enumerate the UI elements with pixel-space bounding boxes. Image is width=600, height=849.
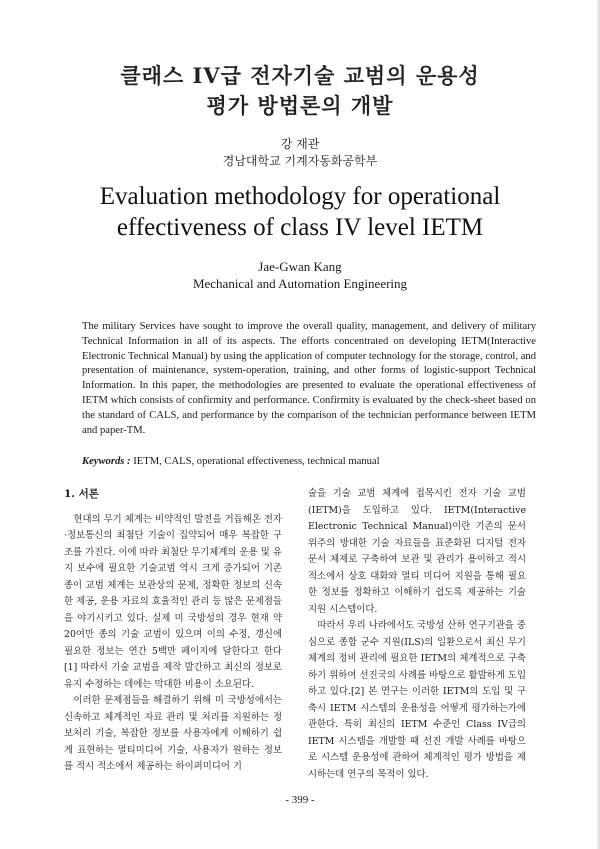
left-paragraph-1: 현대의 무기 체계는 비약적인 발전을 거듭해온 전자·정보통신의 최첨단 기술이 집약되어 매우 복잡한 구조를 가진다. 이에 따라 최첨단 무기체계의 운용 및 유지 보수에 필요한 기술교범 역시 크게 증가되어 기존 종이 교범 체계는 보관상의 문제, 정확한 정보의 신속한 제공, 운용 자료의 효율적인 관리 등 많은 문제점들을 야기시키고 있다. 실제 미 국방성의 경우 현재 약 20여만 종의 기술 교범이 있으며 이의 수정, 갱신에 필요한 정보는 연간 5백만 페이지에 달한다고 한다[1] 따라서 기술 교범을 제작 발간하고 최신의 정보로 유지 수정하는 데에는 막대한 비용이 소요된다. — [64, 513, 282, 690]
left-paragraph-2: 이러한 문제점들을 해결하기 위해 미 국방성에서는 신속하고 체계적인 자료 관리 및 처리를 지원하는 정보처리 기술, 복잡한 정보를 사용자에게 이해하기 쉽게 표현하는 멀티미디어 기술, 사용자가 원하는 정보를 적시 적소에서 제공하는 하이퍼미디어 기 — [64, 695, 282, 772]
korean-title-line2: 평가 방법론의 개발 — [206, 93, 394, 118]
right-column — [308, 486, 526, 783]
english-title-line1: Evaluation methodology for operational — [99, 183, 501, 210]
english-title-line2: effectiveness of class IV level IETM — [116, 214, 484, 241]
korean-affiliation: 경남대학교 기계자동화공학부 — [222, 154, 378, 168]
keywords-label: Keywords : — [82, 456, 131, 467]
page-number: - 399 - — [285, 794, 315, 806]
right-paragraph-1: 술을 기술 교범 체계에 접목시킨 전자 기술 교범(IETM)을 도입하고 있다. IETM(Interactive Electronic Technical Manual)이란 기존의 문서 위주의 방대한 기술 자료들을 표준화된 디지털 전자 문서 체제로 구축하여 보관 및 관리가 용이하고 적시 적소에서 상호 대화와 멀티 미디어 지원을 통해 필요한 정보를 정확하고 이해하기 쉽도록 제공하는 기술 지원 시스템이다. — [308, 488, 526, 615]
right-paragraph-2: 따라서 우리 나라에서도 국방성 산하 연구기관을 중심으로 종합 군수 지원(ILS)의 일환으로서 최신 무기 체계의 정비 관리에 필요한 IETM의 체계적으로 구축하기 위하여 선진국의 사례를 바탕으로 활발하게 도입하고 있다.[2] 본 연구는 이러한 IETM의 도입 및 구축시 IETM 시스템의 운용성을 어떻게 평가하는가에 관한다. 특히 최신의 IETM 수준인 Class IV급의 IETM 시스템을 개발할 때 선진 개발 사례를 바탕으로 시스템 운용성에 관하여 체계적인 평가 방법을 제시하는데 연구의 목적이 있다. — [308, 620, 526, 780]
keywords — [82, 456, 542, 467]
section-heading: 1. 서론 — [64, 488, 99, 500]
page-edge-shadow — [596, 0, 600, 849]
left-column — [64, 486, 282, 776]
keywords-text: IETM, CALS, operational effectiveness, technical manual — [133, 456, 380, 467]
abstract: The military Services have sought to improve the overall quality, management, and delivery of military Technical Information in all of its aspects. The efforts concentrated on developing IETM(Interactive Electronic Technical Manual) by using the application of computer technology for the storage, control, and presentation of maintenance, system-operation, training, and other forms of logistic-support Technical Information. In this paper, the methodologies are presented to evaluate the operational effectiveness of IETM which consists of confirmity and performance. Confirmity is evaluated by the check-sheet based on the standard of CALS, and performance by the comparison of the technician performance between IETM and paper-TM. — [82, 321, 536, 436]
korean-title-line1: 클래스 IV급 전자기술 교범의 운용성 — [120, 63, 480, 88]
korean-author: 강 재관 — [280, 137, 320, 151]
english-author: Jae-Gwan Kang — [258, 259, 342, 274]
english-affiliation: Mechanical and Automation Engineering — [192, 276, 408, 291]
